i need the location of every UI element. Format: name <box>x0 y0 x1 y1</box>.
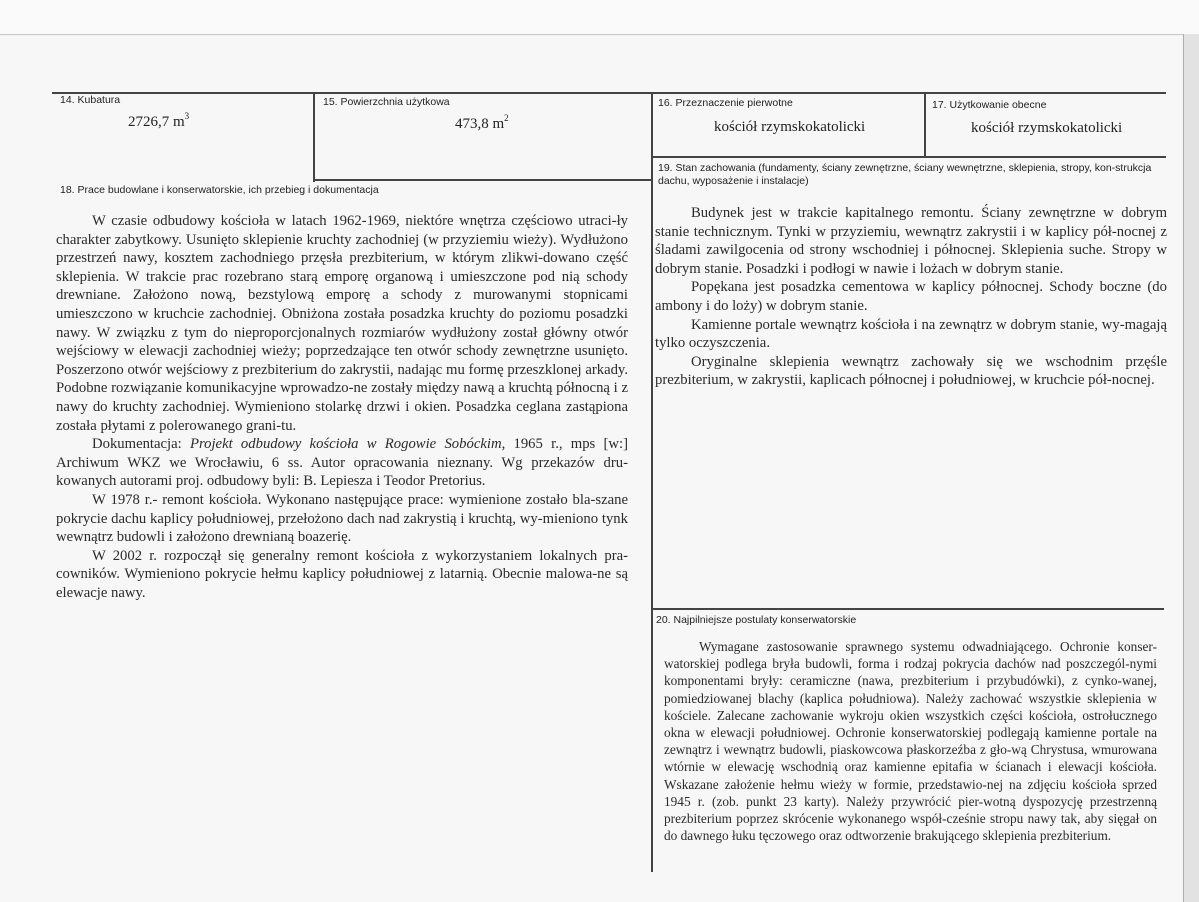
field-19-paragraph-2: Popękana jest posadzka cementowa w kaplicy północnej. Schody boczne (do ambony i do loży) w dobrym stanie. <box>655 279 1167 314</box>
field-19-paragraph-3: Kamienne portale wewnątrz kościoła i na zewnątrz w dobrym stanie, wy-magają tylko oczyszczenia. <box>655 316 1167 352</box>
field-18-paragraph-1: W czasie odbudowy kościoła w latach 1962-1969, niektóre wnętrza częściowo utraci-ły charakter zabytkowy. Usunięto sklepienie kruchty zachodniej (w przyziemiu wieży). Wydłużono przestrzeń nawy, kosztem zachodniego przęsła prezbiterium, w którym zlikwi-dowano część sklepienia. W trakcie prac rozebrano starą emporę organową i umieszczone pod nią schody drewniane. Założono nową, bezstylową emporę a schody z murowanymi stopnicami umieszczono w kruchcie zachodniej. Obniżona została posadzka kruchty do poziomu posadzki nawy. W związku z tym do nieproporcjonalnych rozmiarów wydłużony został główny otwór wejściowy w elewacji zachodniej wieży; poprzedzające ten otwór schody zewnętrzne usunięto. Poszerzono otwór wejściowy z prezbiterium do zakrystii, nadając mu formę przeszklonej arkady. Podobne rozwiązanie komunikacyjne wprowadzo-ne zostały między nawą a kruchtą północną i z nawy do kruchty zachodniej. Wymieniono stolarkę drzwi i okien. Posadzka ceglana zastąpiona została płytami z polerowanego grani-tu. <box>56 213 628 434</box>
field-15-label: 15. Powierzchnia użytkowa <box>323 96 450 108</box>
field-18-paragraph-2: Dokumentacja: Projekt odbudowy kościoła w Rogowie Sobóckim, 1965 r., mps [w:] Archiwum WKZ we Wrocławiu, 6 ss. Autor opracowania nieznany. Wg przekazów dru-kowanych autorami proj. odbudowy byli: B. Lepiesza i Teodor Pretorius. <box>56 436 628 490</box>
record-card <box>0 36 1182 902</box>
divider-16-17 <box>924 92 926 158</box>
field-16-label: 16. Przeznaczenie pierwotne <box>658 97 793 109</box>
divider-15-16 <box>651 92 653 872</box>
field-19-paragraph-4: Oryginalne sklepienia wewnątrz zachowały się we wschodnim przęśle prezbiterium, w zakrystii, kaplicach północnej i południowej, w kruchcie pół-nocnej. <box>655 353 1167 389</box>
divider-14-15 <box>313 92 315 182</box>
field-17-label: 17. Użytkowanie obecne <box>932 99 1047 111</box>
field-17-value: kościół rzymskokatolicki <box>971 120 1123 136</box>
rule-under-16-17 <box>651 156 1166 158</box>
card-top-edge <box>0 0 1199 35</box>
field-14-value: 2726,7 $m^3$ <box>128 111 190 130</box>
top-rule <box>52 92 1166 94</box>
field-18-label: 18. Prace budowlane i konserwatorskie, ich przebieg i dokumentacja <box>60 184 379 196</box>
field-19-paragraph-1: Budynek jest w trakcie kapitalnego remontu. Ściany zewnętrzne w dobrym stanie technicznym. Tynki w przyziemiu, wewnątrz zakrystii i w kaplicy pół-nocnej z śladami zawilgocenia od strony wschodniej i północnej. Sklepienia suche. Stropy w dobrym stanie. Posadzki i podłogi w nawie i lożach w dobrym stanie. <box>655 205 1167 277</box>
field-18-paragraph-3: W 1978 r.- remont kościoła. Wykonano następujące prace: wymienione zostało bla-szane pokrycie dachu kaplicy południowej, przełożono dach nad zakrystią i kruchtą, wy-mieniono tynk wewnątrz budowli i założono drewnianą boazerię. <box>56 491 628 546</box>
field-16-value: kościół rzymskokatolicki <box>714 119 866 135</box>
field-15-value: 473,8 $m^2$ <box>455 113 509 132</box>
field-20-text <box>664 638 1157 844</box>
field-19-label: 19. Stan zachowania (fundamenty, ściany zewnętrzne, ściany wewnętrzne, sklepienia, stropy, kon-strukcja dachu, wyposażenie i instalacje) <box>658 162 1152 187</box>
rule-above-20 <box>651 608 1164 610</box>
rule-under-15 <box>315 179 651 181</box>
field-20-label: 20. Najpilniejsze postulaty konserwatorskie <box>656 614 857 626</box>
field-14-label: 14. Kubatura <box>60 94 121 106</box>
field-18-paragraph-4: W 2002 r. rozpoczął się generalny remont kościoła z wykorzystaniem lokalnych pra-cowników. Wymieniono pokrycie hełmu kaplicy południowej z latarnią. Obecnie malowa-ne są elewacje nawy. <box>56 547 628 601</box>
field-18-text <box>56 212 628 602</box>
field-20-paragraph-1: Wymagane zastosowanie sprawnego systemu odwadniającego. Ochronie konser-watorskiej podlega bryła budowli, forma i rodzaj pokrycia dachów nad poszczegól-nymi komponentami bryły: ceramiczne (nawa, prezbiterium i przybudówki), z cynko-wanej, pomiedziowanej blachy (kaplica południowa). Należy zachować wszystkie sklepienia w kościele. Zalecane zachowanie wykroju okien wszystkich części kościoła, ostrołucznego okna w elewacji południowej. Ochronie konserwatorskiej podlegają kamienne portale na zewnątrz i wewnątrz budowli, piaskowcowa płaskorzeźba z gło-wą Chrystusa, wmurowana wtórnie w elewację wschodnią oraz kamienne epitafia w ścianach i elewacji kościoła. Wskazane założenie hełmu wieży w formie, przedstawio-nej na zdjęciu kościoła sprzed 1945 r. (zob. punkt 23 karty). Należy przywrócić pier-wotną dyspozycję przestrzenną prezbiterium poprzez skrócenie wykonanego współ-cześnie stropu nawy tak, aby sięgał on do dawnego łuku tęczowego oraz odtworzenie brakującego sklepienia prezbiterium. <box>664 639 1157 844</box>
card-right-edge <box>1183 34 1199 902</box>
field-19-text <box>655 204 1167 390</box>
